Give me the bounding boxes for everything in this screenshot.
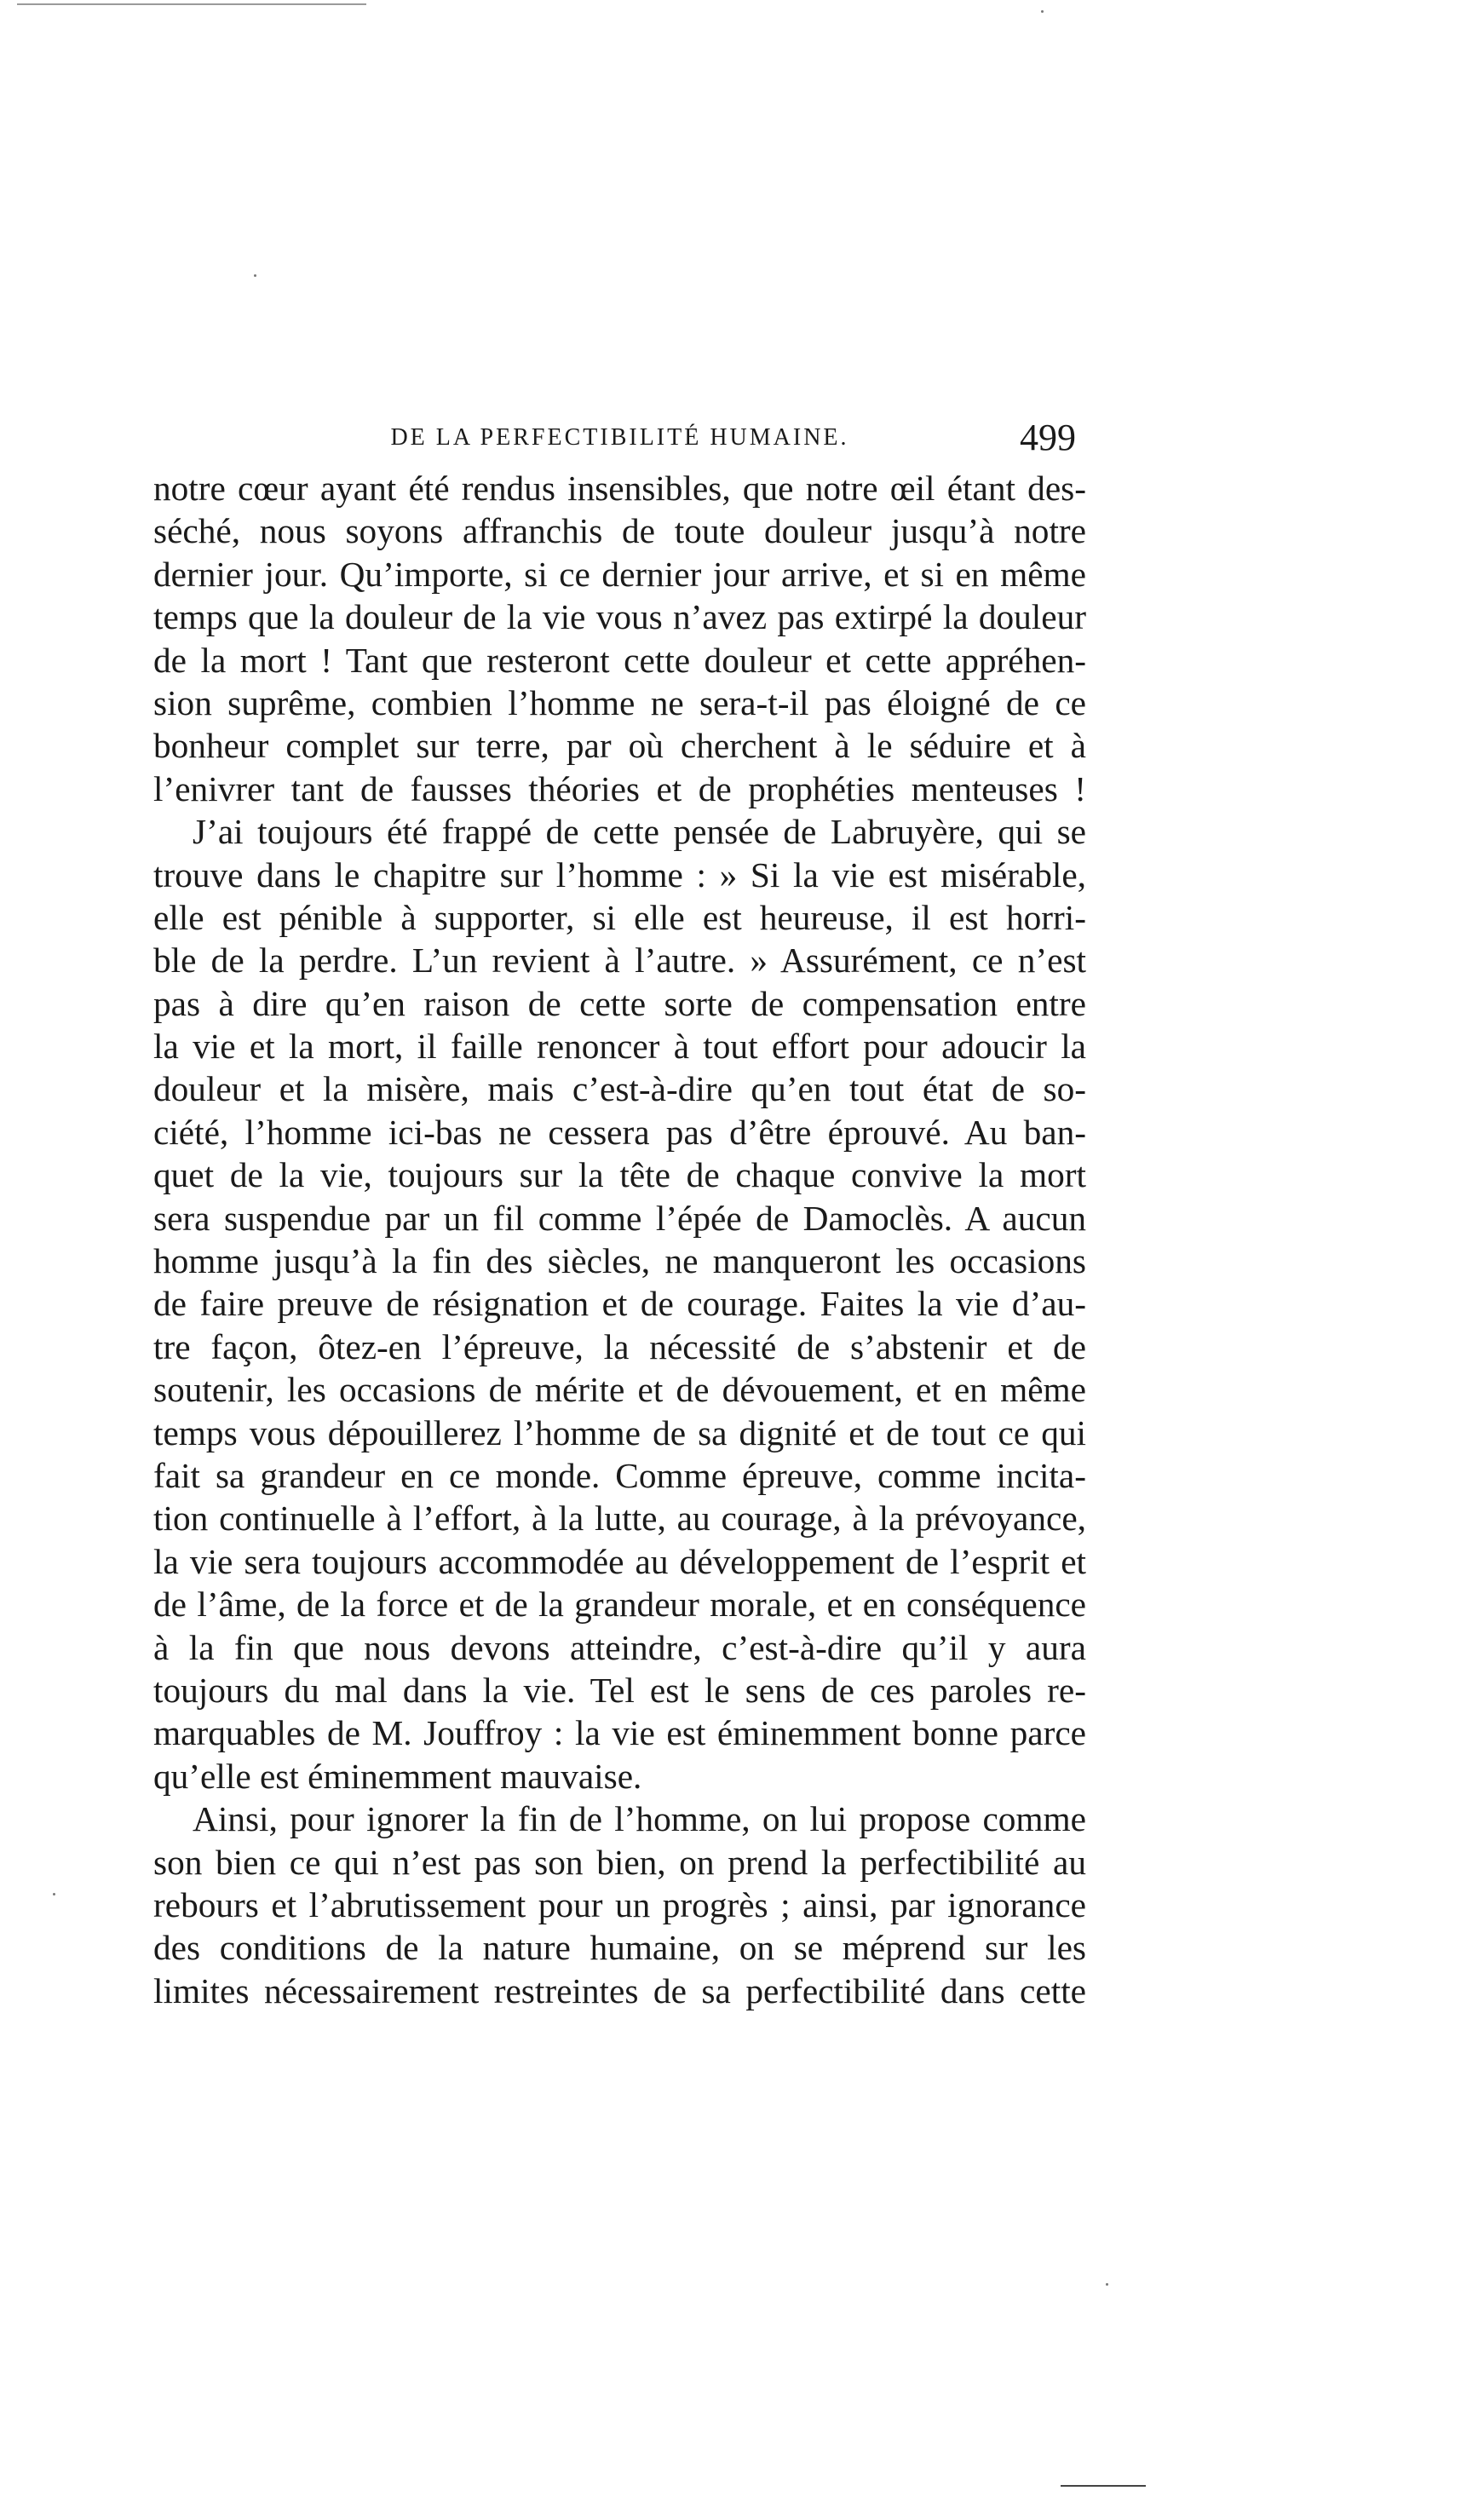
- body-text: [153, 467, 1086, 2012]
- text-line: rebours et l’abrutissement pour un progrès ; ainsi, par ignorance: [153, 1884, 1086, 1924]
- text-line: l’enivrer tant de fausses théories et de prophéties menteuses !: [153, 768, 1086, 808]
- bottom-rule: [1061, 2485, 1146, 2487]
- text-line: dernier jour. Qu’importe, si ce dernier jour arrive, et si en même: [153, 554, 1086, 594]
- text-line: tre façon, ôtez-en l’épreuve, la nécessité de s’abstenir et de: [153, 1326, 1086, 1366]
- text-line: ciété, l’homme ici-bas ne cessera pas d’être éprouvé. Au ban-: [153, 1112, 1086, 1152]
- text-line: séché, nous soyons affranchis de toute douleur jusqu’à notre: [153, 511, 1086, 551]
- text-line: quet de la vie, toujours sur la tête de chaque convive la mort: [153, 1155, 1086, 1195]
- text-line: trouve dans le chapitre sur l’homme : » Si la vie est misérable,: [153, 854, 1086, 894]
- text-line: ble de la perdre. L’un revient à l’autre. » Assurément, ce n’est: [153, 940, 1086, 981]
- text-line: qu’elle est éminemment mauvaise.: [153, 1756, 642, 1796]
- text-line: tion continuelle à l’effort, à la lutte, au courage, à la prévoyance,: [153, 1498, 1086, 1539]
- text-line: de l’âme, de la force et de la grandeur morale, et en conséquence: [153, 1585, 1086, 1625]
- running-head: [153, 416, 1086, 467]
- text-line: Ainsi, pour ignorer la fin de l’homme, on lui propose comme: [193, 1799, 1086, 1839]
- text-line: à la fin que nous devons atteindre, c’est-à-dire qu’il y aura: [153, 1627, 1086, 1667]
- running-title: DE LA PERFECTIBILITÉ HUMAINE.: [390, 424, 849, 451]
- text-line: de faire preuve de résignation et de courage. Faites la vie d’au-: [153, 1284, 1086, 1324]
- text-line: sion suprême, combien l’homme ne sera-t-il pas éloigné de ce: [153, 682, 1086, 722]
- text-line: soutenir, les occasions de mérite et de dévouement, et en même: [153, 1370, 1086, 1410]
- text-line: la vie et la mort, il faille renoncer à tout effort pour adoucir la: [153, 1027, 1086, 1067]
- paragraph-1: [153, 467, 1086, 810]
- text-line: douleur et la misère, mais c’est-à-dire qu’en tout état de so-: [153, 1069, 1086, 1109]
- text-line: marquables de M. Jouffroy : la vie est éminemment bonne parce: [153, 1713, 1086, 1753]
- text-line: son bien ce qui n’est pas son bien, on prend la perfectibilité au: [153, 1842, 1086, 1882]
- text-line: notre cœur ayant été rendus insensibles, que notre œil étant des-: [153, 469, 1086, 508]
- text-line: sera suspendue par un fil comme l’épée de Damoclès. A aucun: [153, 1198, 1086, 1238]
- text-line: J’ai toujours été frappé de cette pensée de Labruyère, qui se: [193, 812, 1086, 852]
- text-line: fait sa grandeur en ce monde. Comme épreuve, comme incita-: [153, 1455, 1086, 1495]
- text-line: pas à dire qu’en raison de cette sorte de compensation entre: [153, 983, 1086, 1023]
- scan-speck: [1041, 10, 1044, 13]
- text-line: temps vous dépouillerez l’homme de sa dignité et de tout ce qui: [153, 1412, 1086, 1452]
- text-line: homme jusqu’à la fin des siècles, ne manqueront les occasions: [153, 1241, 1086, 1281]
- page-number: 499: [1020, 417, 1076, 458]
- text-line: de la mort ! Tant que resteront cette douleur et cette appréhen-: [153, 640, 1086, 680]
- text-line: bonheur complet sur terre, par où cherchent à le séduire et à: [153, 726, 1086, 766]
- scan-speck: [254, 274, 256, 277]
- scan-artifact-top: [17, 3, 366, 5]
- scan-speck: [53, 1893, 55, 1895]
- text-line: limites nécessairement restreintes de sa perfectibilité dans cette: [153, 1970, 1086, 2010]
- text-line: temps que la douleur de la vie vous n’avez pas extirpé la douleur: [153, 597, 1086, 637]
- paragraph-2: [153, 810, 1086, 1798]
- scan-speck: [1106, 2283, 1108, 2286]
- text-line: la vie sera toujours accommodée au développement de l’esprit et: [153, 1541, 1086, 1581]
- text-line: elle est pénible à supporter, si elle est heureuse, il est horri-: [153, 897, 1086, 937]
- text-line: des conditions de la nature humaine, on se méprend sur les: [153, 1928, 1086, 1968]
- paragraph-3: [153, 1798, 1086, 2012]
- text-line: toujours du mal dans la vie. Tel est le sens de ces paroles re-: [153, 1670, 1086, 1710]
